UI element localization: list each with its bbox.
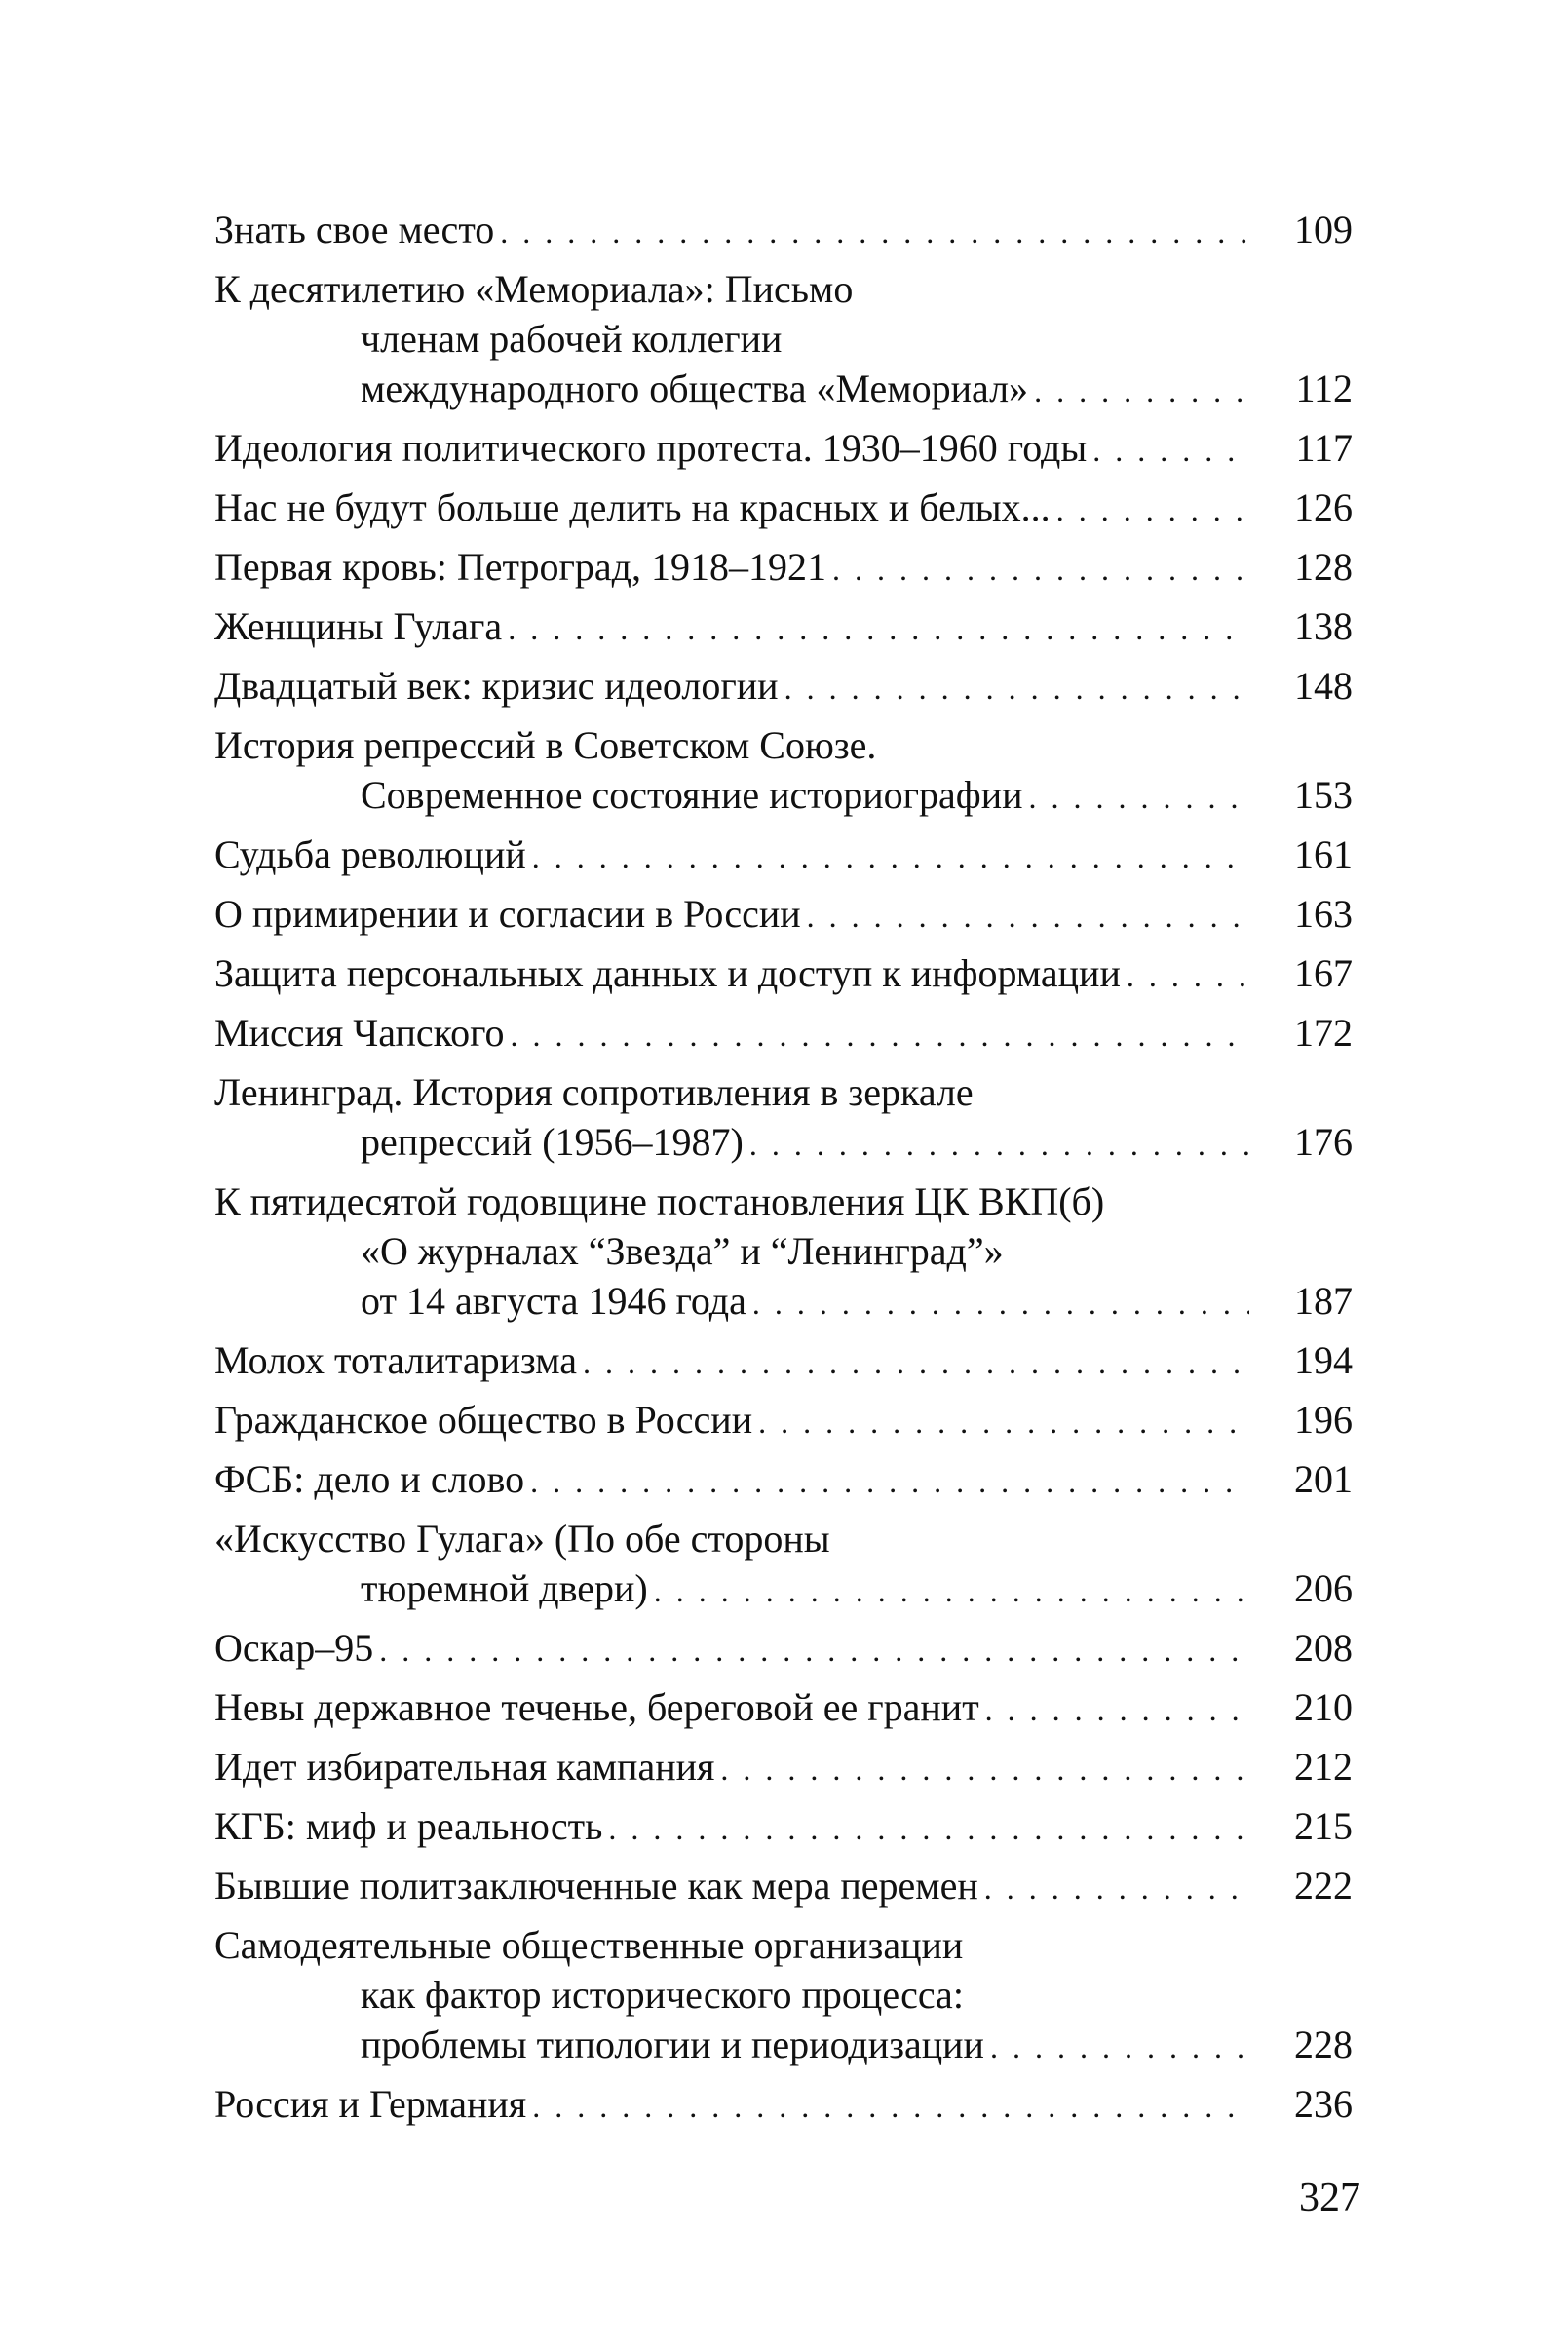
toc-entry-title-line: «Искусство Гулага» (По обе стороны xyxy=(214,1517,830,1561)
toc-entry-title: ФСБ: дело и слово xyxy=(214,1457,525,1501)
toc-entry xyxy=(214,205,1353,257)
toc-entry-title: Оскар–95 xyxy=(214,1626,374,1670)
toc-entry-page: 109 xyxy=(1294,208,1353,251)
toc-entry xyxy=(214,1861,1353,1913)
toc-entry xyxy=(214,1682,1353,1735)
toc-entry-page: 201 xyxy=(1294,1457,1353,1501)
toc-entry-title: международного общества «Мемориал» xyxy=(361,366,1029,410)
toc-entry-page: 215 xyxy=(1294,1804,1353,1848)
toc-entry-last-line xyxy=(214,948,1353,1001)
dot-leader xyxy=(1056,485,1249,535)
toc-entry-last-line xyxy=(214,423,1353,476)
toc-entry-page: 187 xyxy=(1294,1279,1353,1323)
toc-entry-title-line: Самодеятельные общественные организации xyxy=(214,1923,964,1967)
toc-entry-title: Невы державное теченье, береговой ее гранит xyxy=(214,1685,979,1729)
toc-entry xyxy=(214,948,1353,1001)
toc-entry-title: КГБ: миф и реальность xyxy=(214,1804,603,1848)
toc-entry-page: 194 xyxy=(1294,1338,1353,1382)
dot-leader xyxy=(1029,773,1249,823)
table-of-contents xyxy=(214,205,1353,2139)
toc-entry-title: О примирении и согласии в России xyxy=(214,892,801,936)
toc-entry-title-line: К десятилетию «Мемориала»: Письмо xyxy=(214,267,854,311)
toc-entry-title: Россия и Германия xyxy=(214,2082,527,2126)
toc-entry-page: 176 xyxy=(1294,1120,1353,1164)
dot-leader xyxy=(532,832,1249,882)
dot-leader xyxy=(1034,366,1249,416)
toc-entry-title-line: как фактор исторического процесса: xyxy=(361,1973,964,2017)
toc-entry xyxy=(214,829,1353,882)
toc-entry-title: Знать свое место xyxy=(214,208,495,251)
toc-entry-title-line: История репрессий в Советском Союзе. xyxy=(214,723,877,767)
toc-entry xyxy=(214,1395,1353,1447)
toc-entry-title-line: Ленинград. История сопротивления в зеркале xyxy=(214,1070,974,1114)
dot-leader xyxy=(990,2023,1249,2072)
toc-entry xyxy=(214,1067,1353,1170)
toc-entry-page: 222 xyxy=(1294,1864,1353,1908)
dot-leader xyxy=(510,1011,1249,1060)
dot-leader xyxy=(532,2082,1249,2132)
toc-entry-page: 172 xyxy=(1294,1011,1353,1055)
toc-entry xyxy=(214,1176,1353,1329)
toc-entry-last-line xyxy=(214,1682,1353,1735)
toc-entry xyxy=(214,889,1353,942)
toc-entry-last-line xyxy=(214,1742,1353,1794)
dot-leader xyxy=(500,208,1249,257)
toc-entry-last-line xyxy=(214,889,1353,942)
dot-leader xyxy=(608,1804,1249,1854)
toc-entry-page: 236 xyxy=(1294,2082,1353,2126)
dot-leader xyxy=(984,1864,1249,1913)
toc-entry-title: Судьба революций xyxy=(214,832,526,876)
toc-entry xyxy=(214,1801,1353,1854)
toc-entry-title: Идет избирательная кампания xyxy=(214,1745,715,1789)
dot-leader xyxy=(508,604,1249,654)
toc-entry-page: 126 xyxy=(1294,485,1353,529)
toc-entry-page: 112 xyxy=(1295,366,1353,410)
dot-leader xyxy=(749,1120,1249,1170)
dot-leader xyxy=(784,664,1249,713)
toc-entry-page: 210 xyxy=(1294,1685,1353,1729)
toc-entry xyxy=(214,482,1353,535)
toc-entry-title: Идеология политического протеста. 1930–1960 годы xyxy=(214,426,1088,470)
toc-entry-page: 117 xyxy=(1295,426,1353,470)
toc-entry-page: 163 xyxy=(1294,892,1353,936)
dot-leader xyxy=(379,1626,1249,1676)
toc-entry-title: Двадцатый век: кризис идеологии xyxy=(214,664,779,708)
toc-entry-last-line xyxy=(214,770,1353,823)
toc-entry-title-line: членам рабочей коллегии xyxy=(361,317,783,361)
toc-entry-title: Миссия Чапского xyxy=(214,1011,505,1055)
toc-entry xyxy=(214,1454,1353,1507)
toc-entry xyxy=(214,1742,1353,1794)
toc-entry-last-line xyxy=(214,1801,1353,1854)
toc-entry xyxy=(214,720,1353,823)
toc-entry-last-line xyxy=(214,1276,1353,1329)
dot-leader xyxy=(1127,951,1249,1001)
toc-entry-last-line xyxy=(214,601,1353,654)
toc-entry xyxy=(214,1920,1353,2072)
toc-entry-title-line: К пятидесятой годовщине постановления ЦК ВКП(б) xyxy=(214,1179,1105,1223)
toc-entry-page: 148 xyxy=(1294,664,1353,708)
dot-leader xyxy=(654,1566,1249,1616)
toc-entry-title: от 14 августа 1946 года xyxy=(361,1279,746,1323)
dot-leader xyxy=(832,545,1249,595)
toc-entry-last-line xyxy=(214,2079,1353,2132)
toc-entry-title: Современное состояние историографии xyxy=(361,773,1023,817)
toc-entry-last-line xyxy=(214,661,1353,713)
toc-entry-title: Женщины Гулага xyxy=(214,604,503,648)
toc-entry-page: 161 xyxy=(1294,832,1353,876)
toc-entry xyxy=(214,264,1353,416)
toc-entry-last-line xyxy=(214,205,1353,257)
toc-entry-last-line xyxy=(214,1623,1353,1676)
dot-leader xyxy=(1092,426,1249,476)
toc-entry-last-line xyxy=(214,1335,1353,1388)
toc-entry-title: Бывшие политзаключенные как мера перемен xyxy=(214,1864,978,1908)
page-number: 327 xyxy=(1299,2176,1360,2220)
toc-entry-last-line xyxy=(214,1395,1353,1447)
toc-entry-title: проблемы типологии и периодизации xyxy=(361,2023,984,2066)
dot-leader xyxy=(758,1398,1249,1447)
toc-entry-last-line xyxy=(214,542,1353,595)
toc-entry xyxy=(214,1514,1353,1616)
toc-entry-page: 138 xyxy=(1294,604,1353,648)
dot-leader xyxy=(985,1685,1249,1735)
dot-leader xyxy=(807,892,1249,942)
toc-entry-last-line xyxy=(214,482,1353,535)
toc-entry-page: 212 xyxy=(1294,1745,1353,1789)
toc-entry-title: Первая кровь: Петроград, 1918–1921 xyxy=(214,545,826,589)
toc-entry-last-line xyxy=(214,1563,1353,1616)
toc-entry xyxy=(214,1335,1353,1388)
toc-entry-page: 228 xyxy=(1294,2023,1353,2066)
toc-entry xyxy=(214,2079,1353,2132)
toc-entry-page: 128 xyxy=(1294,545,1353,589)
toc-entry-title: Гражданское общество в России xyxy=(214,1398,753,1442)
toc-entry xyxy=(214,661,1353,713)
toc-entry-page: 167 xyxy=(1294,951,1353,995)
toc-entry-last-line xyxy=(214,364,1353,416)
toc-entry-page: 206 xyxy=(1294,1566,1353,1610)
dot-leader xyxy=(530,1457,1249,1507)
toc-entry xyxy=(214,423,1353,476)
toc-entry-last-line xyxy=(214,829,1353,882)
toc-entry-page: 196 xyxy=(1294,1398,1353,1442)
toc-entry-last-line xyxy=(214,1861,1353,1913)
toc-entry xyxy=(214,542,1353,595)
toc-entry xyxy=(214,601,1353,654)
toc-entry-title: Защита персональных данных и доступ к информации xyxy=(214,951,1121,995)
toc-entry-title: репрессий (1956–1987) xyxy=(361,1120,744,1164)
dot-leader xyxy=(720,1745,1249,1794)
toc-entry-last-line xyxy=(214,1454,1353,1507)
toc-entry-last-line xyxy=(214,1008,1353,1060)
toc-entry-title: тюремной двери) xyxy=(361,1566,648,1610)
toc-entry-page: 208 xyxy=(1294,1626,1353,1670)
toc-entry-last-line xyxy=(214,2020,1353,2072)
toc-entry-title: Нас не будут больше делить на красных и белых... xyxy=(214,485,1051,529)
toc-entry xyxy=(214,1623,1353,1676)
toc-entry-title: Молох тоталитаризма xyxy=(214,1338,578,1382)
dot-leader xyxy=(583,1338,1249,1388)
toc-entry-last-line xyxy=(214,1117,1353,1170)
toc-entry-page: 153 xyxy=(1294,773,1353,817)
toc-entry-title-line: «О журналах “Звезда” и “Ленинград”» xyxy=(361,1229,1004,1273)
dot-leader xyxy=(752,1279,1249,1329)
toc-entry xyxy=(214,1008,1353,1060)
